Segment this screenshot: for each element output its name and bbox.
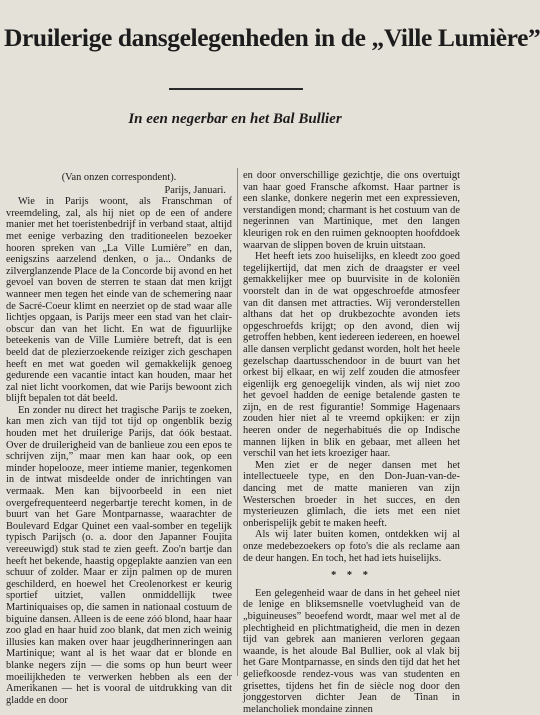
- paragraph: En zonder nu direct het tragische Parijs te zoeken, kan men zich van tijd tot tijd op ongenblik bezig houden met het druilerige Parijs, dat óók bestaat. Over de druilerigheid van de banlieue zou een epos te schrijven zijn,” maar men kan haar ook, op een minder hopelooze, meer intieme manier, tegenkomen in de intwat misdeelde onder de inrichtingen van vermaak. Men kan bijvoorbeeld in een niet overgefrequenteerd negerbartje terecht komen, in de buurt van het Gare Montparnasse, waarachter de Boulevard Edgar Quinet een vaal-somber en tegelijk typisch Parijsch (o. a. door den Japanner Foujita vereeuwigd) stuk stad te zien geeft. Zoo'n bartje dan heeft het bekende, haastig opgeplakte aanzien van een schuur of zolder. Maar er zijn palmen op de muren geschilderd, en hoewel het Creolenorkest er keurig sportief uitziet, vallen onmiddellijk twee Martiniquaises op, die samen in nationaal costuum de biguine dansen. Alleen is de eene zóó blond, haar haar zoo glad en haar huid zoo blank, dat men zich weinig illusies kan maken over haar jeugdherinneringen aan Martinique; want al is het waar dat er blonde en blanke negers zijn — die soms op hun beurt weer moeilijkheden te verwerken hebben als een der Amerikanen — het is vooral de uitdrukking van dit gladde en door: [6, 404, 232, 706]
- paragraph: Het heeft iets zoo huiselijks, en kleedt zoo goed tegelijkertijd, dat men zich de draagster er veel gemakkelijker mee op buurvisite in de koloniën voorstelt dan in de wat opgeschroefde atmosfeer van dit dansen met attracties. Wij veronderstellen althans dat het op drukbezochte avonden iets opgeschroefds krijgt; op den avond, dien wij getroffen hebben, kent iedereen iedereen, en hoewel alle dansen verplicht gedanst worden, holt het heele gezelschap daartusschendoor in de buurt van het orkest bij elkaar, en wij zelf zouden die atmosfeer eigenlijk erg genoegelijk vinden, als wij niet zoo het gevoel hadden de eenige betalende gasten te zijn, en de rest figurantie! Sommige Hagenaars zouden hier niet al te vreemd opkijken: er zijn heeren onder de negerhabitués die op Indische mannen lijken in blik en gebaar, met alleen het verschil van het iets kroeziger haar.: [243, 251, 460, 460]
- paragraph: Wie in Parijs woont, als Franschman of vreemdeling, zal, als hij niet op de een of andere manier met het toeristenbedrijf in verband staat, altijd met eenige verbazing den traditioneelen bezoeker hooren spreken van „La Ville Lumière” en dan, eenigszins aarzelend denken, o ja... Ondanks de zilverglanzende Place de la Concorde bij avond en het gevoel van boven de sterren te staan dat men krijgt wanneer men tegen het einde van de schemering naar de Sacré-Coeur klimt en neerziet op de stad waar alle lichtjes opgaan, is Parijs meer een stad van het clair-obscur dan van het licht. En wat de figuurlijke beteekenis van de Ville Lumière betreft, dat is een beeld dat de plezierzoekende reiziger zich geschapen heeft en met wat goeden wil gemakkelijk genoeg gedurende een vacantie intact kan houden, maar het zal niet licht voorkomen, dat wie Parijs bewoont zich blijft bepalen tot dát beeld.: [6, 196, 232, 405]
- paragraph: Als wij later buiten komen, ontdekken wij al onze medebezoekers op foto's die als reclame aan de deur hangen. En toch, het had iets huiselijks.: [243, 529, 460, 564]
- paragraph: en door onverschillige gezichtje, die ons overtuigt van haar goed Fransche afkomst. Haar partner is een slanke, donkere negerin met een expressieven, verstandigen mond; charmant is het costuum van de negerinnen van Martinique, met den langen kleurigen rok en den ruimen geknoopten hoofddoek waarvan de slippen boven de kruin uitstaan.: [243, 170, 460, 251]
- column-divider: [237, 168, 238, 676]
- headline: Druilerige dansgelegenheden in de „Ville Lumière”: [4, 23, 540, 52]
- subheadline: In een negerbar en het Bal Bullier: [128, 111, 342, 127]
- byline: (Van onzen correspondent).: [61, 172, 177, 183]
- dateline: Parijs, Januari.: [164, 184, 226, 196]
- headline-rule: [169, 88, 303, 90]
- paragraph: Een gelegenheid waar de dans in het geheel niet de lenige en bliksemsnelle voetvlugheid van de „biguineuses” beoefend wordt, maar wel met al de plechtigheid en plichtmatigheid, die men in dezen tijd van gebrek aan manieren verloren gegaan waande, is het aloude Bal Bullier, ook al vlak bij het Gare Montparnasse, en sinds den tijd dat het het geliefkoosde rendez-vous was van studenten en grisettes, tijdens het fin de siècle nog door den jonggestorven dichter Jean de Tinan in melancholiek mondaine zinnen: [243, 587, 460, 715]
- right-column: [243, 170, 460, 715]
- left-column: [6, 172, 232, 706]
- paragraph: Men ziet er de neger dansen met het intellectueele type, en den Don-Juan-van-de-dancing met de matte manieren van zijn Westerschen broeder in het succes, en den mysterieuzen glimlach, die iets met een niet onberispelijk gebit te maken heeft.: [243, 459, 460, 529]
- section-separator: * * *: [331, 570, 372, 582]
